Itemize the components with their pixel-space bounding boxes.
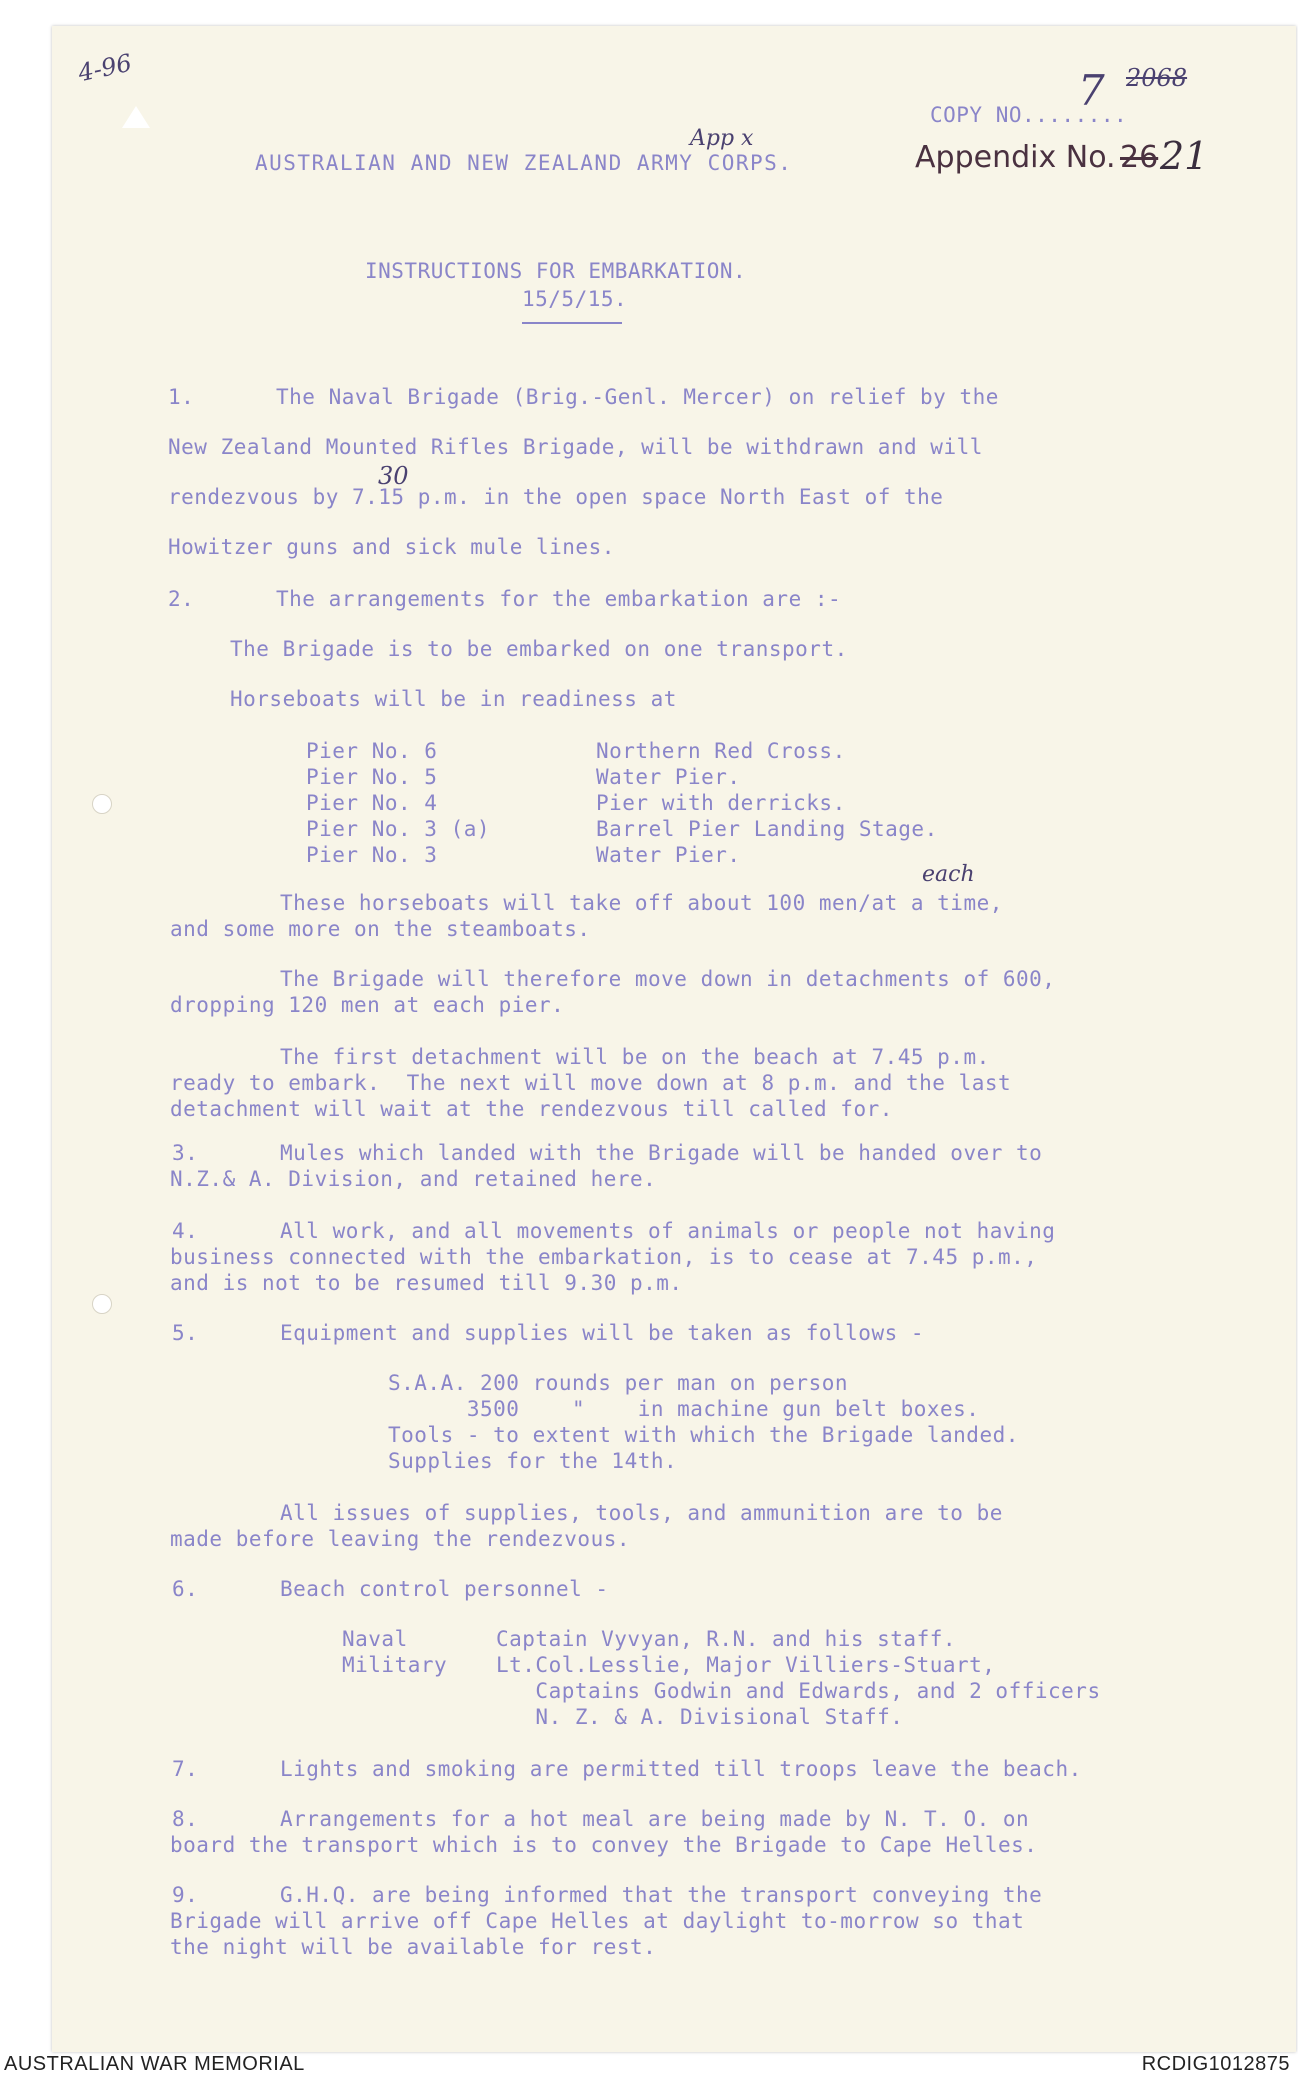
pier-name: Pier No. 3 (306, 843, 438, 867)
pier-name: Pier No. 6 (306, 739, 438, 763)
first-detachment-line-2: ready to embark. The next will move down at 8 p.m. and the last (170, 1071, 1012, 1095)
issues-line-1: All issues of supplies, tools, and ammunition are to be (280, 1501, 1003, 1525)
naval-label: Naval (342, 1627, 408, 1651)
para-3-line-1: Mules which landed with the Brigade will be handed over to (280, 1141, 1043, 1165)
para-1-number: 1. (168, 385, 195, 409)
pier-description: Water Pier. (596, 765, 741, 789)
header-handwritten: App x (690, 126, 754, 151)
horseboats-line-2: and some more on the steamboats. (170, 917, 591, 941)
document-page (52, 26, 1296, 2052)
naval-personnel: Captain Vyvyan, R.N. and his staff. (496, 1627, 957, 1651)
para-4-line-1: All work, and all movements of animals or people not having (280, 1219, 1056, 1243)
para-1-line-3: rendezvous by 7.15 p.m. in the open space North East of the (168, 485, 944, 509)
para-7-text: Lights and smoking are permitted till troops leave the beach. (280, 1757, 1082, 1781)
issues-line-2: made before leaving the rendezvous. (170, 1527, 631, 1551)
para-3-number: 3. (172, 1141, 199, 1165)
title-line-1: INSTRUCTIONS FOR EMBARKATION. (365, 259, 747, 283)
corner-note: 4-96 (75, 48, 135, 88)
military-label: Military (342, 1653, 448, 1677)
para-6-number: 6. (172, 1577, 199, 1601)
military-personnel-line-2: Captains Godwin and Edwards, and 2 officers (496, 1679, 1101, 1703)
detachments-line-2: dropping 120 men at each pier. (170, 993, 565, 1017)
copy-number-label: COPY NO........ (930, 103, 1128, 127)
para-4-number: 4. (172, 1219, 199, 1243)
title-date: 15/5/15. (522, 287, 628, 311)
para-3-line-2: N.Z.& A. Division, and retained here. (170, 1167, 657, 1191)
pier-name: Pier No. 5 (306, 765, 438, 789)
para-1-line-2: New Zealand Mounted Rifles Brigade, will be withdrawn and will (168, 435, 983, 459)
para-8-line-1: Arrangements for a hot meal are being made by N. T. O. on (280, 1807, 1030, 1831)
military-personnel-line-3: N. Z. & A. Divisional Staff. (496, 1705, 904, 1729)
pier-description: Water Pier. (596, 843, 741, 867)
torn-corner-mark (122, 106, 150, 128)
para-4-line-3: and is not to be resumed till 9.30 p.m. (170, 1271, 683, 1295)
copy-number-struck: 2068 (1126, 64, 1188, 92)
para-2-line-2: The Brigade is to be embarked on one transport. (230, 637, 848, 661)
supply-item: Tools - to extent with which the Brigade landed. (388, 1423, 1019, 1447)
para-5-number: 5. (172, 1321, 199, 1345)
para-2-hand-each: each (922, 862, 975, 887)
pier-description: Barrel Pier Landing Stage. (596, 817, 938, 841)
header-organisation: AUSTRALIAN AND NEW ZEALAND ARMY CORPS. (255, 151, 793, 175)
para-2-line-1: The arrangements for the embarkation are :- (276, 587, 842, 611)
appendix-handwritten-number: 21 (1160, 134, 1209, 178)
para-9-number: 9. (172, 1883, 199, 1907)
para-2-number: 2. (168, 587, 195, 611)
para-7-number: 7. (172, 1757, 199, 1781)
first-detachment-line-1: The first detachment will be on the beach at 7.45 p.m. (280, 1045, 990, 1069)
appendix-struck-number: 26 (1120, 140, 1159, 175)
supply-item: Supplies for the 14th. (388, 1449, 678, 1473)
para-1-line-1: The Naval Brigade (Brig.-Genl. Mercer) on relief by the (276, 385, 999, 409)
punch-hole (92, 1294, 112, 1314)
para-9-line-1: G.H.Q. are being informed that the transport conveying the (280, 1883, 1043, 1907)
detachments-line-1: The Brigade will therefore move down in detachments of 600, (280, 967, 1056, 991)
para-9-line-3: the night will be available for rest. (170, 1935, 657, 1959)
pier-name: Pier No. 3 (a) (306, 817, 491, 841)
pier-name: Pier No. 4 (306, 791, 438, 815)
para-5-line-1: Equipment and supplies will be taken as follows - (280, 1321, 925, 1345)
para-6-line-1: Beach control personnel - (280, 1577, 609, 1601)
para-2-line-3: Horseboats will be in readiness at (230, 687, 677, 711)
appendix-stamp: Appendix No. (915, 140, 1116, 175)
military-personnel-line-1: Lt.Col.Lesslie, Major Villiers-Stuart, (496, 1653, 996, 1677)
supply-item: 3500 " in machine gun belt boxes. (388, 1397, 980, 1421)
copy-number-handwritten: 7 (1078, 66, 1105, 115)
footer-record-id: RCDIG1012875 (1141, 2053, 1290, 2075)
para-1-line-4: Howitzer guns and sick mule lines. (168, 535, 615, 559)
para-1-hand-time: 30 (378, 462, 409, 490)
para-9-line-2: Brigade will arrive off Cape Helles at daylight to-morrow so that (170, 1909, 1025, 1933)
first-detachment-line-3: detachment will wait at the rendezvous till called for. (170, 1097, 893, 1121)
para-8-line-2: board the transport which is to convey the Brigade to Cape Helles. (170, 1833, 1038, 1857)
horseboats-line-1: These horseboats will take off about 100 men/at a time, (280, 891, 1003, 915)
para-4-line-2: business connected with the embarkation, is to cease at 7.45 p.m., (170, 1245, 1038, 1269)
punch-hole (92, 794, 112, 814)
para-8-number: 8. (172, 1807, 199, 1831)
pier-description: Pier with derricks. (596, 791, 846, 815)
title-rule (522, 322, 622, 324)
footer-institution: AUSTRALIAN WAR MEMORIAL (4, 2053, 305, 2075)
pier-description: Northern Red Cross. (596, 739, 846, 763)
supply-item: S.A.A. 200 rounds per man on person (388, 1371, 849, 1395)
